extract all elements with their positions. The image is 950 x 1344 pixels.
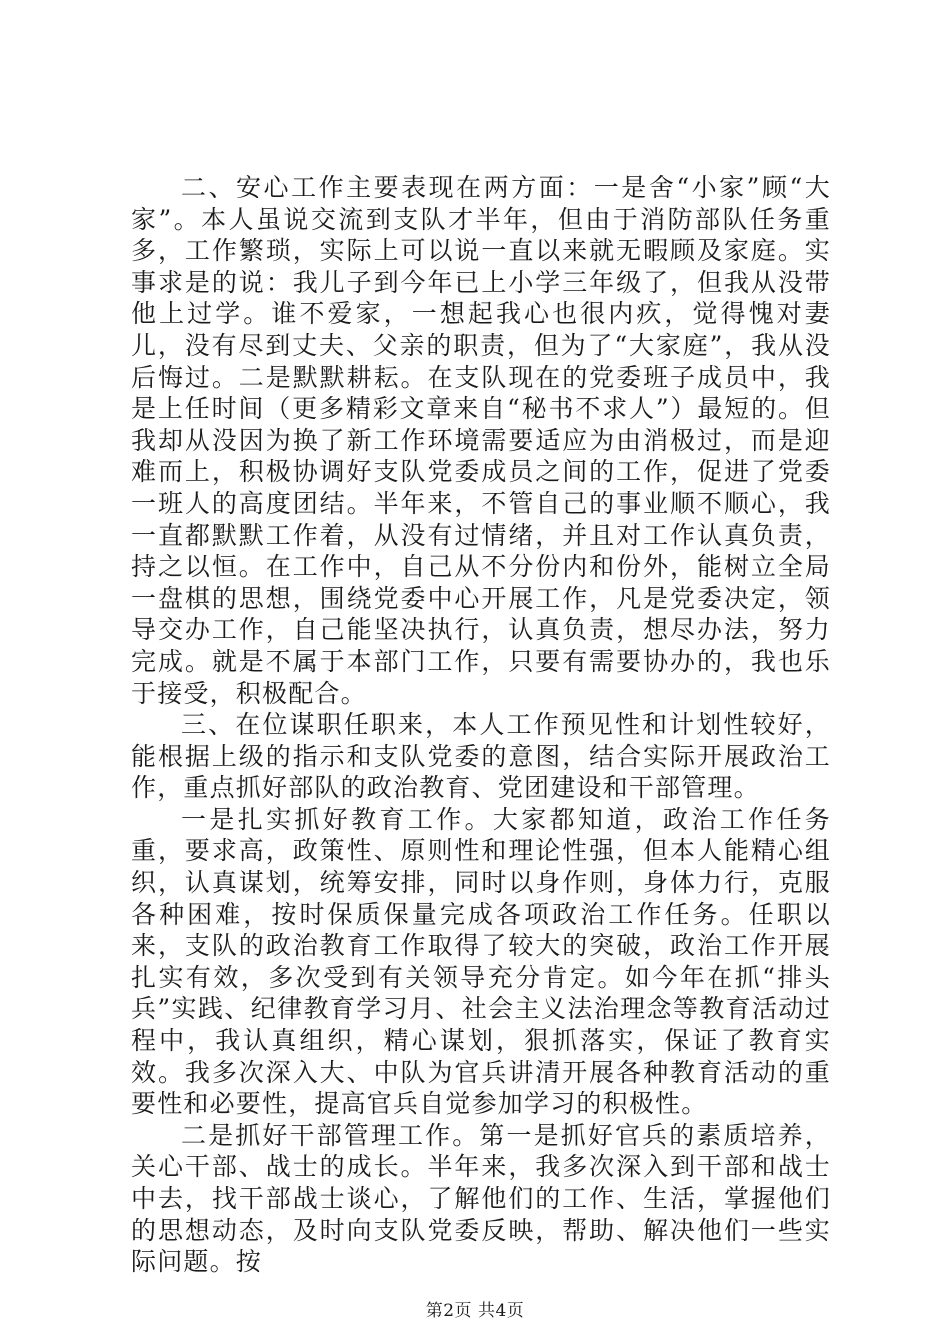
page-number-footer: 第2页 共4页	[425, 1301, 525, 1321]
paragraph-cadre-management: 二是抓好干部管理工作。第一是抓好官兵的素质培养，关心干部、战士的成长。半年来，我多次深入到干部和战士中去，找干部战士谈心，了解他们的工作、生活，掌握他们的思想动态，及时向支队党委反映，帮助、解决他们一些实际问题。按	[131, 1120, 831, 1277]
paragraph-planning: 三、在位谋职任职来，本人工作预见性和计划性较好，能根据上级的指示和支队党委的意图，结合实际开展政治工作，重点抓好部队的政治教育、党团建设和干部管理。	[131, 710, 831, 803]
document-body	[131, 172, 831, 1278]
paragraph-education-work: 一是扎实抓好教育工作。大家都知道，政治工作任务重，要求高，政策性、原则性和理论性强，但本人能精心组织，认真谋划，统筹安排，同时以身作则，身体力行，克服各种困难，按时保质保量完成各项政治工作任务。任职以来，支队的政治教育工作取得了较大的突破，政治工作开展扎实有效，多次受到有关领导充分肯定。如今年在抓“排头兵”实践、纪律教育学习月、社会主义法治理念等教育活动过程中，我认真组织，精心谋划，狠抓落实，保证了教育实效。我多次深入大、中队为官兵讲清开展各种教育活动的重要性和必要性，提高官兵自觉参加学习的积极性。	[131, 804, 831, 1119]
paragraph-peace-of-mind: 二、安心工作主要表现在两方面：一是舍“小家”顾“大家”。本人虽说交流到支队才半年，但由于消防部队任务重多，工作繁琐，实际上可以说一直以来就无暇顾及家庭。实事求是的说：我儿子到今年已上小学三年级了，但我从没带他上过学。谁不爱家，一想起我心也很内疚，觉得愧对妻儿，没有尽到丈夫、父亲的职责，但为了“大家庭”，我从没后悔过。二是默默耕耘。在支队现在的党委班子成员中，我是上任时间（更多精彩文章来自“秘书不求人”）最短的。但我却从没因为换了新工作环境需要适应为由消极过，而是迎难而上，积极协调好支队党委成员之间的工作，促进了党委一班人的高度团结。半年来，不管自己的事业顺不顺心，我一直都默默工作着，从没有过情绪，并且对工作认真负责，持之以恒。在工作中，自己从不分份内和份外，能树立全局一盘棋的思想，围绕党委中心开展工作，凡是党委决定，领导交办工作，自己能坚决执行，认真负责，想尽办法，努力完成。就是不属于本部门工作，只要有需要协办的，我也乐于接受，积极配合。	[131, 173, 831, 708]
